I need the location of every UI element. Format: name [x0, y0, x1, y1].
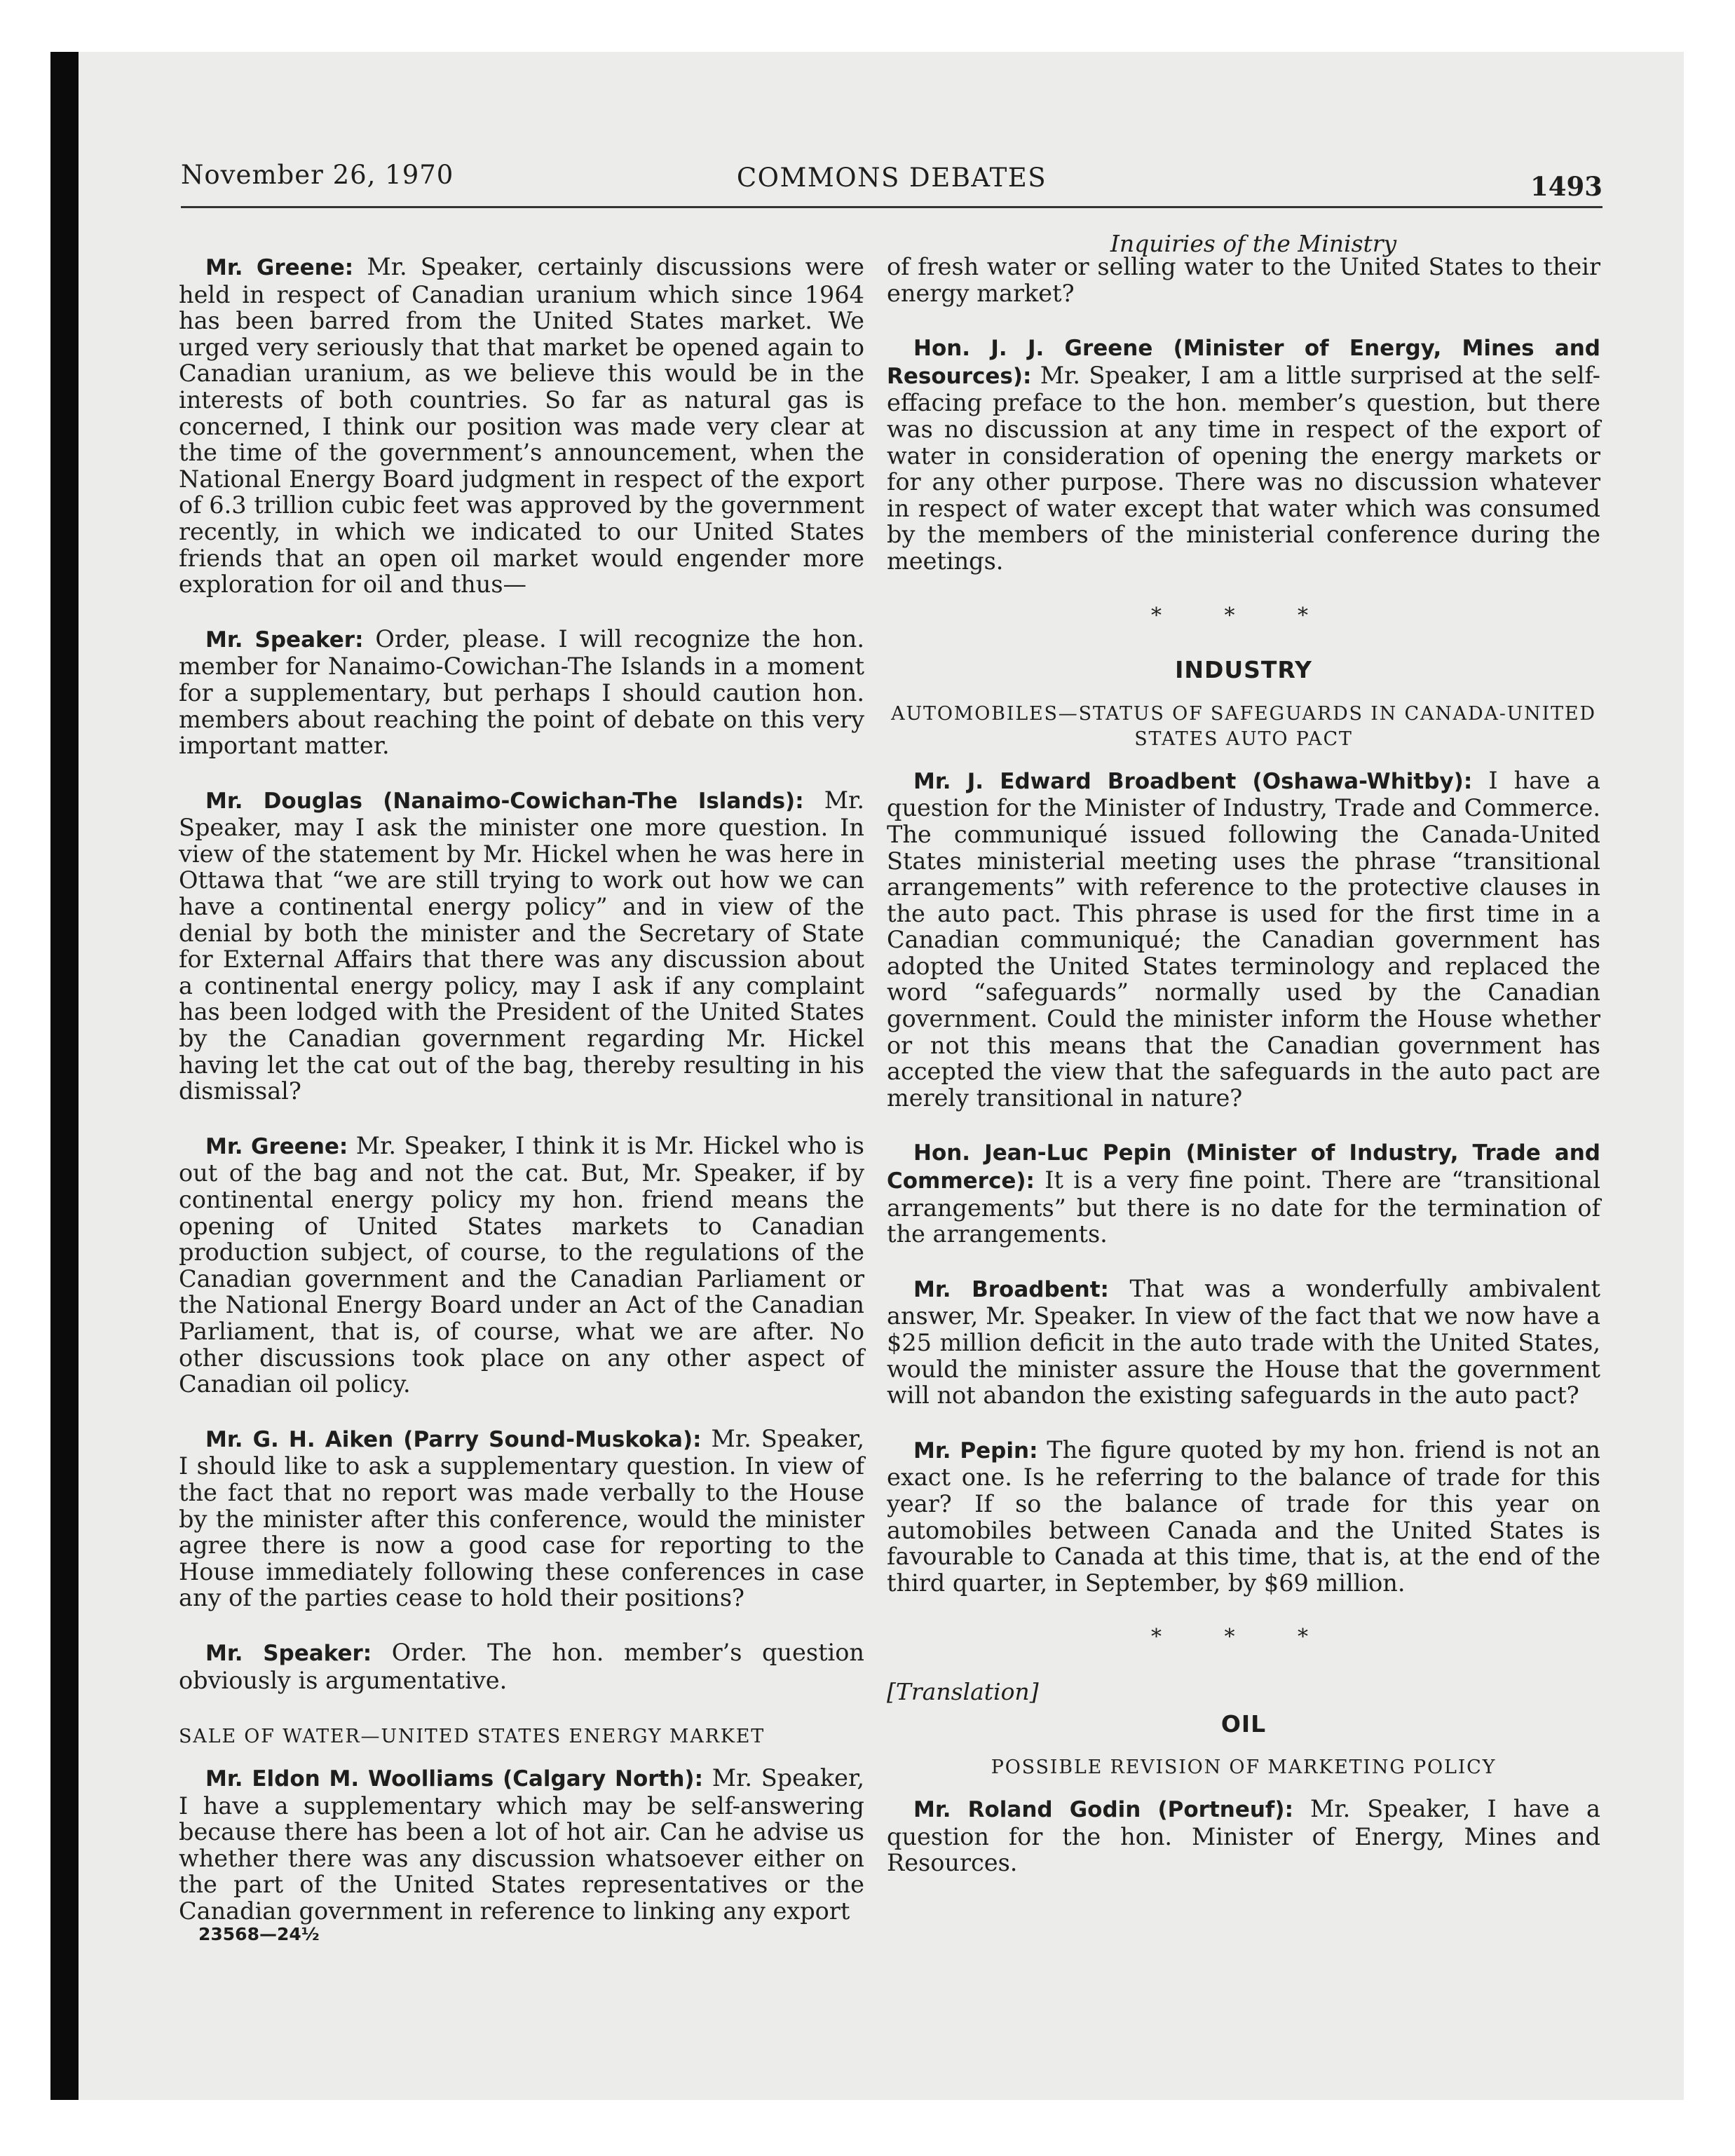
translation-label: [Translation] — [887, 1677, 1039, 1705]
section-divider: * * * — [1150, 603, 1337, 628]
speaker-name: Mr. Roland Godin (Portneuf): — [913, 1797, 1293, 1823]
speech-paragraph — [887, 1437, 1600, 1597]
speaker-name: Mr. Eldon M. Woolliams (Calgary North): — [205, 1766, 703, 1792]
speaker-name: Hon. J. J. Greene (Minister of Energy, Mines and Resources): — [887, 336, 1600, 389]
speaker-name: Hon. Jean-Luc Pepin (Minister of Industry, Trade and Commerce): — [887, 1140, 1600, 1194]
speech-text: Mr. Speaker, I should like to ask a supplementary question. In view of the fact that no report was made verbally to the House by the minister after this conference, would the minister agree there is now a good case for reporting to the House immediately following these conferences in case any of the parties cease to hold their positions? — [179, 1424, 864, 1612]
speech-paragraph — [887, 1139, 1600, 1247]
right-column — [887, 254, 1600, 1904]
running-head: Inquiries of the Ministry — [1110, 230, 1397, 257]
speech-paragraph — [887, 767, 1600, 1112]
speaker-name: Mr. G. H. Aiken (Parry Sound-Muskoka): — [205, 1426, 702, 1452]
continued-text: of fresh water or selling water to the United States to their energy market? — [887, 253, 1600, 307]
speech-text: Mr. Speaker, certainly discussions were held in respect of Canadian uranium which since 1964 has been barred from the United States market. We urged very seriously that that market be opened again to Canadian uranium, as we believe this would be in the interests of both countries. So far as natural gas is concerned, I think our position was made very clear at the time of the government’s announcement, when the National Energy Board judgment in respect of the export of 6.3 trillion cubic feet was approved by the government recently, in which we indicated to our United States friends that an open oil market would engender more exploration for oil and thus— — [179, 253, 864, 599]
speaker-name: Mr. Pepin: — [913, 1438, 1038, 1464]
speech-paragraph — [887, 1276, 1600, 1409]
speech-paragraph — [179, 1639, 864, 1693]
left-column — [179, 254, 864, 1953]
speech-text: The figure quoted by my hon. friend is not an exact one. Is he referring to the balance of trade for this year? If so the balance of trade for this year on automobiles between Canada and the United States is favourable to Canada at this time, that is, at the end of the third quarter, in September, by $69 million. — [887, 1435, 1600, 1597]
speech-paragraph — [179, 1765, 864, 1925]
speaker-name: Mr. Speaker: — [205, 627, 364, 653]
speech-text: Order, please. I will recognize the hon. member for Nanaimo-Cowichan-The Islands in a moment for a supplementary, but perhaps I should caution hon. members about reaching the point of debate on this very important matter. — [179, 625, 864, 760]
speech-paragraph — [179, 1426, 864, 1611]
speaker-name: Mr. Douglas (Nanaimo-Cowichan-The Islands): — [205, 788, 804, 814]
speech-text: Mr. Speaker, I think it is Mr. Hickel who is out of the bag and not the cat. But, Mr. Speaker, if by continental energy policy my hon. friend means the opening of United States markets to Canadian production subject, of course, to the regulations of the Canadian government and the Canadian Parliament or the National Energy Board under an Act of the Canadian Parliament, that is, of course, what we are after. No other discussions took place on any other aspect of Canadian oil policy. — [179, 1131, 864, 1398]
section-heading-industry: INDUSTRY — [1175, 656, 1312, 684]
speaker-name: Mr. Greene: — [205, 255, 354, 280]
speaker-name: Mr. Greene: — [205, 1133, 348, 1159]
speech-text: I have a question for the Minister of Industry, Trade and Commerce. The communiqué issued following the Canada-United States ministerial meeting uses the phrase “transitional arrangements” with reference to the protective clauses in the auto pact. This phrase is used for the first time in a Canadian communiqué; the Canadian government has adopted the United States terminology and replaced the word “safeguards” normally used by the Canadian government. Could the minister inform the House whether or not this means that the Canadian government has accepted the view that the safeguards in the auto pact are merely transitional in nature? — [887, 766, 1600, 1112]
header-date: November 26, 1970 — [181, 160, 454, 190]
speech-paragraph — [179, 626, 864, 759]
speech-paragraph — [179, 1133, 864, 1398]
speech-text: Mr. Speaker, I am a little surprised at the self-effacing preface to the hon. member’s question, but there was no discussion at any time in respect of the export of water in consideration of opening the energy markets or for any other purpose. There was no discussion whatever in respect of water except that water which was consumed by the members of the ministerial conference during the meetings. — [887, 361, 1600, 575]
speech-text: Mr. Speaker, may I ask the minister one more question. In view of the statement by Mr. Hickel when he was here in Ottawa that “we are still trying to work out how we can have a continental energy policy” and in view of the denial by both the minister and the Secretary of State for External Affairs that there was any discussion about a continental energy policy, may I ask if any complaint has been lodged with the President of the United States by the Canadian government regarding Mr. Hickel having let the cat out of the bag, thereby resulting in his dismissal? — [179, 786, 864, 1105]
page-number: 1493 — [1530, 171, 1603, 202]
section-subheading: SALE OF WATER—UNITED STATES ENERGY MARKET — [179, 1726, 766, 1748]
section-subheading: POSSIBLE REVISION OF MARKETING POLICY — [991, 1756, 1497, 1779]
speech-paragraph — [887, 1796, 1600, 1876]
speech-text: That was a wonderfully ambivalent answer, Mr. Speaker. In view of the fact that we now have a $25 million deficit in the auto trade with the United States, would the minister assure the House that the government will not abandon the existing safeguards in the auto pact? — [887, 1274, 1600, 1410]
binding-edge — [50, 52, 79, 2100]
speaker-name: Mr. Broadbent: — [913, 1276, 1109, 1302]
header-title: COMMONS DEBATES — [736, 163, 1047, 193]
section-heading-oil: OIL — [1220, 1710, 1267, 1738]
speech-text: Mr. Speaker, I have a supplementary which may be self-answering because there has been a lot of hot air. Can he advise us whether there was any discussion whatsoever either on the part of the United States representatives or the Canadian government in reference to linking any export — [179, 1764, 864, 1925]
section-divider: * * * — [1150, 1625, 1337, 1650]
speaker-name: Mr. J. Edward Broadbent (Oshawa-Whitby): — [913, 768, 1473, 794]
speech-paragraph — [179, 254, 864, 598]
speaker-name: Mr. Speaker: — [205, 1640, 372, 1666]
speech-paragraph — [887, 334, 1600, 574]
speech-paragraph — [179, 787, 864, 1105]
speech-text: Order. The hon. member’s question obviously is argumentative. — [179, 1638, 864, 1694]
section-subheading: AUTOMOBILES—STATUS OF SAFEGUARDS IN CANADA-UNITED STATES AUTO PACT — [891, 702, 1596, 750]
speech-text: Mr. Speaker, I have a question for the hon. Minister of Energy, Mines and Resources. — [887, 1795, 1600, 1877]
printer-code: 23568—24½ — [198, 1924, 320, 1944]
speech-text: It is a very fine point. There are “transitional arrangements” but there is no date for the termination of the arrangements. — [887, 1166, 1600, 1248]
page-header — [181, 156, 1603, 208]
